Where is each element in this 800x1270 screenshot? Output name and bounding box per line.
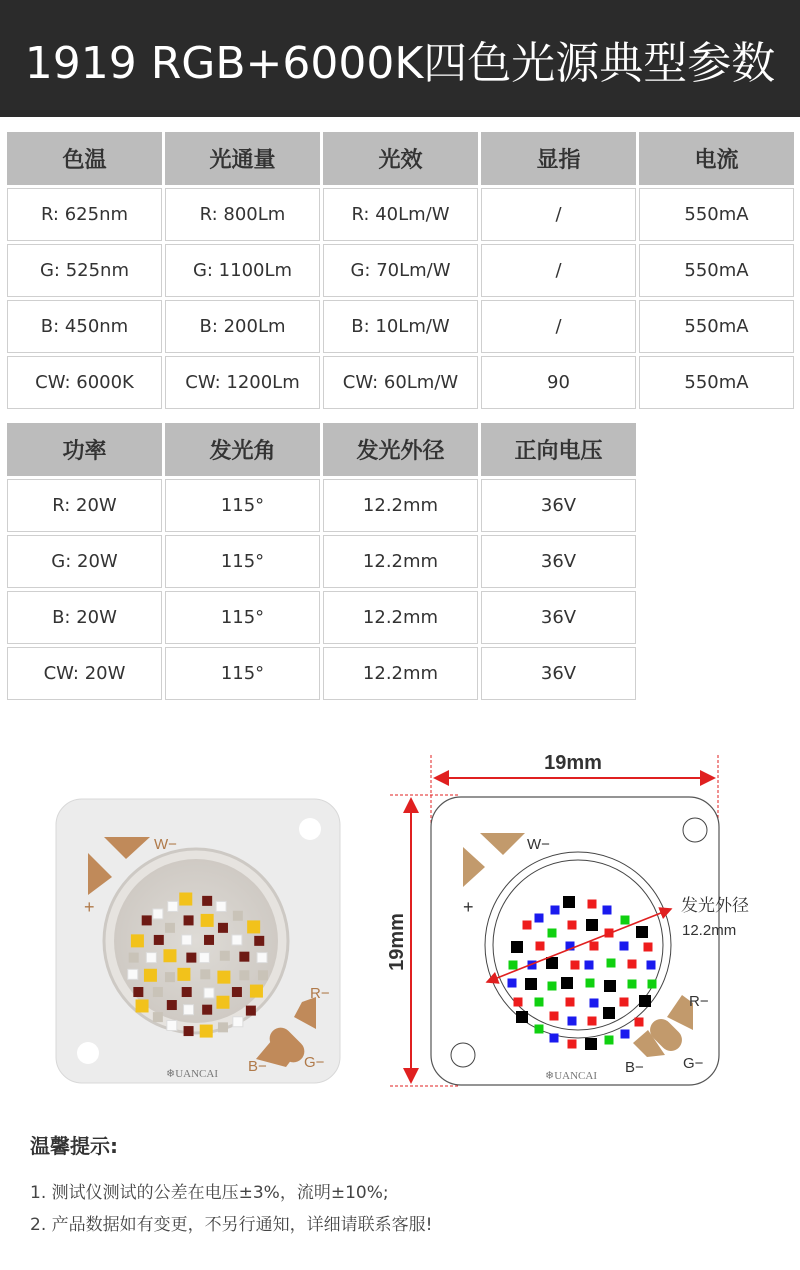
col-header-luminous-flux: 光通量 xyxy=(165,132,320,185)
table-row xyxy=(7,647,636,700)
mounting-hole xyxy=(299,818,321,840)
led-chip xyxy=(257,953,267,963)
led-chip xyxy=(146,953,156,963)
led-chip xyxy=(232,987,242,997)
led-chip xyxy=(628,980,637,989)
width-label: 19mm xyxy=(544,752,602,774)
led-chip xyxy=(247,920,260,933)
led-chip xyxy=(603,1007,615,1019)
led-chip xyxy=(202,1005,212,1015)
led-chip xyxy=(133,987,143,997)
led-chip xyxy=(568,921,577,930)
led-chip xyxy=(200,1025,213,1038)
led-chip xyxy=(590,999,599,1008)
col-header-power: 功率 xyxy=(7,423,162,476)
led-chip xyxy=(129,953,139,963)
svg-text:R−: R− xyxy=(310,985,330,1002)
led-chip xyxy=(621,916,630,925)
led-chip xyxy=(200,969,210,979)
led-chip xyxy=(639,995,651,1007)
led-chip xyxy=(588,900,597,909)
table-cell: R: 40Lm/W xyxy=(323,188,478,241)
table-cell: 12.2mm xyxy=(323,479,478,532)
col-header-cri: 显指 xyxy=(481,132,636,185)
table-cell: G: 70Lm/W xyxy=(323,244,478,297)
table-cell: CW: 6000K xyxy=(7,356,162,409)
led-chip xyxy=(182,935,192,945)
led-chip xyxy=(168,901,178,911)
table-cell: 12.2mm xyxy=(323,647,478,700)
led-chip xyxy=(508,979,517,988)
led-chip xyxy=(186,953,196,963)
table-cell: G: 1100Lm xyxy=(165,244,320,297)
led-chip xyxy=(218,1022,228,1032)
led-chip xyxy=(204,935,214,945)
table-cell: 12.2mm xyxy=(323,535,478,588)
led-chip xyxy=(604,980,616,992)
led-chip xyxy=(546,957,558,969)
led-chip xyxy=(246,1006,256,1016)
led-chip xyxy=(603,906,612,915)
led-chip xyxy=(136,999,149,1012)
led-chip xyxy=(590,942,599,951)
led-chip xyxy=(153,987,163,997)
led-chip xyxy=(153,909,163,919)
col-header-emitting-diameter: 发光外径 xyxy=(323,423,478,476)
spec-table-electrical xyxy=(4,420,639,703)
svg-text:R−: R− xyxy=(689,993,709,1010)
table-cell: 36V xyxy=(481,535,636,588)
diameter-value: 12.2mm xyxy=(682,922,737,939)
table-cell: B: 10Lm/W xyxy=(323,300,478,353)
led-chip xyxy=(585,961,594,970)
svg-text:W−: W− xyxy=(154,836,177,853)
table-cell: 115° xyxy=(165,591,320,644)
led-chip xyxy=(216,996,229,1009)
led-chip xyxy=(644,943,653,952)
led-chip xyxy=(167,1020,177,1030)
svg-text:G−: G− xyxy=(304,1054,325,1071)
led-chip xyxy=(258,970,268,980)
led-chip xyxy=(217,971,230,984)
table-cell: / xyxy=(481,188,636,241)
led-chip xyxy=(167,1000,177,1010)
led-chip xyxy=(153,1012,163,1022)
note-line: 1. 测试仪测试的公差在电压±3%，流明±10%; xyxy=(30,1183,389,1203)
table-header-row xyxy=(7,423,636,476)
cob-led-photo xyxy=(54,797,342,1085)
led-chip xyxy=(220,951,230,961)
table-cell: R: 625nm xyxy=(7,188,162,241)
led-chip xyxy=(204,988,214,998)
led-chip xyxy=(566,998,575,1007)
table-cell: 550mA xyxy=(639,188,794,241)
mounting-hole xyxy=(451,1043,475,1067)
led-chip xyxy=(239,970,249,980)
led-chip xyxy=(199,953,209,963)
led-chip xyxy=(536,942,545,951)
led-chip xyxy=(202,896,212,906)
led-chip xyxy=(648,980,657,989)
table-cell: 550mA xyxy=(639,356,794,409)
svg-text:G−: G− xyxy=(683,1055,704,1072)
led-chip xyxy=(548,929,557,938)
table-cell: G: 20W xyxy=(7,535,162,588)
led-chip xyxy=(647,961,656,970)
title-bar xyxy=(0,0,800,117)
led-chip xyxy=(201,914,214,927)
led-chip xyxy=(250,985,263,998)
led-chip xyxy=(548,982,557,991)
table-cell: R: 20W xyxy=(7,479,162,532)
led-chip xyxy=(182,987,192,997)
led-chip xyxy=(607,959,616,968)
led-chip xyxy=(184,915,194,925)
page-title: 1919 RGB+6000K四色光源典型参数 xyxy=(24,37,776,89)
table-cell: 115° xyxy=(165,535,320,588)
table-cell: CW: 60Lm/W xyxy=(323,356,478,409)
table-cell: R: 800Lm xyxy=(165,188,320,241)
led-chip xyxy=(588,1017,597,1026)
table-cell: 36V xyxy=(481,647,636,700)
led-chip xyxy=(184,1005,194,1015)
spec-table-optical xyxy=(4,129,797,412)
led-chip xyxy=(535,1025,544,1034)
table-cell: B: 200Lm xyxy=(165,300,320,353)
led-chip xyxy=(628,960,637,969)
table-row xyxy=(7,188,794,241)
led-chip xyxy=(585,1038,597,1050)
table-cell: 12.2mm xyxy=(323,591,478,644)
led-chip xyxy=(165,972,175,982)
notes-section xyxy=(30,1130,432,1241)
table-cell: G: 525nm xyxy=(7,244,162,297)
led-chip xyxy=(239,952,249,962)
svg-text:B−: B− xyxy=(625,1059,644,1076)
note-line: 2. 产品数据如有变更，不另行通知，详细请联系客服! xyxy=(30,1215,433,1235)
table-cell: CW: 20W xyxy=(7,647,162,700)
table-cell: 90 xyxy=(481,356,636,409)
led-chip xyxy=(514,998,523,1007)
notes-title: 温馨提示: xyxy=(30,1134,118,1158)
led-chip xyxy=(525,978,537,990)
svg-text:❄UANCAI: ❄UANCAI xyxy=(166,1068,218,1080)
led-chip xyxy=(561,977,573,989)
led-chip xyxy=(233,911,243,921)
diameter-label: 发光外径 xyxy=(681,896,749,916)
col-header-efficacy: 光效 xyxy=(323,132,478,185)
led-chip xyxy=(550,1034,559,1043)
led-chip xyxy=(131,934,144,947)
led-chip xyxy=(636,926,648,938)
led-chip xyxy=(586,919,598,931)
led-chip xyxy=(216,901,226,911)
table-row xyxy=(7,300,794,353)
led-chip xyxy=(509,961,518,970)
table-cell: 115° xyxy=(165,479,320,532)
mounting-hole xyxy=(77,1042,99,1064)
svg-text:+: + xyxy=(463,897,474,917)
table-row xyxy=(7,591,636,644)
led-chip xyxy=(620,998,629,1007)
led-chip xyxy=(218,923,228,933)
led-chip xyxy=(254,936,264,946)
led-chip xyxy=(568,1040,577,1049)
led-chip xyxy=(563,896,575,908)
led-chip xyxy=(635,1018,644,1027)
table-cell: 36V xyxy=(481,591,636,644)
table-cell: / xyxy=(481,244,636,297)
led-chip xyxy=(163,949,176,962)
led-chip xyxy=(550,1012,559,1021)
svg-text:B−: B− xyxy=(248,1058,267,1075)
led-chip xyxy=(154,935,164,945)
col-header-color-temp: 色温 xyxy=(7,132,162,185)
led-chip xyxy=(233,1017,243,1027)
table-cell: B: 20W xyxy=(7,591,162,644)
height-label: 19mm xyxy=(386,913,408,971)
led-chip xyxy=(620,942,629,951)
led-chip xyxy=(179,893,192,906)
table-cell: B: 450nm xyxy=(7,300,162,353)
led-chip xyxy=(523,921,532,930)
table-cell: CW: 1200Lm xyxy=(165,356,320,409)
led-chip xyxy=(511,941,523,953)
table-cell: 36V xyxy=(481,479,636,532)
led-chip xyxy=(605,1036,614,1045)
mounting-hole xyxy=(683,818,707,842)
led-chip xyxy=(144,969,157,982)
table-row xyxy=(7,535,636,588)
table-row xyxy=(7,356,794,409)
table-cell: / xyxy=(481,300,636,353)
table-row xyxy=(7,479,636,532)
col-header-forward-voltage: 正向电压 xyxy=(481,423,636,476)
dimension-diagram xyxy=(385,745,785,1090)
led-chip xyxy=(184,1026,194,1036)
led-chip xyxy=(571,961,580,970)
svg-text:+: + xyxy=(84,897,95,917)
led-chip xyxy=(621,1030,630,1039)
svg-text:❄UANCAI: ❄UANCAI xyxy=(545,1070,597,1082)
led-chip xyxy=(165,923,175,933)
led-chip xyxy=(535,998,544,1007)
led-chip xyxy=(535,914,544,923)
table-row xyxy=(7,244,794,297)
led-chip xyxy=(232,935,242,945)
led-chip xyxy=(142,915,152,925)
led-chip xyxy=(551,906,560,915)
led-chip xyxy=(128,969,138,979)
table-header-row xyxy=(7,132,794,185)
table-cell: 550mA xyxy=(639,244,794,297)
col-header-current: 电流 xyxy=(639,132,794,185)
led-chip xyxy=(516,1011,528,1023)
table-cell: 115° xyxy=(165,647,320,700)
led-chip xyxy=(586,979,595,988)
table-cell: 550mA xyxy=(639,300,794,353)
col-header-beam-angle: 发光角 xyxy=(165,423,320,476)
led-chip xyxy=(568,1017,577,1026)
svg-text:W−: W− xyxy=(527,836,550,853)
led-chip xyxy=(177,968,190,981)
